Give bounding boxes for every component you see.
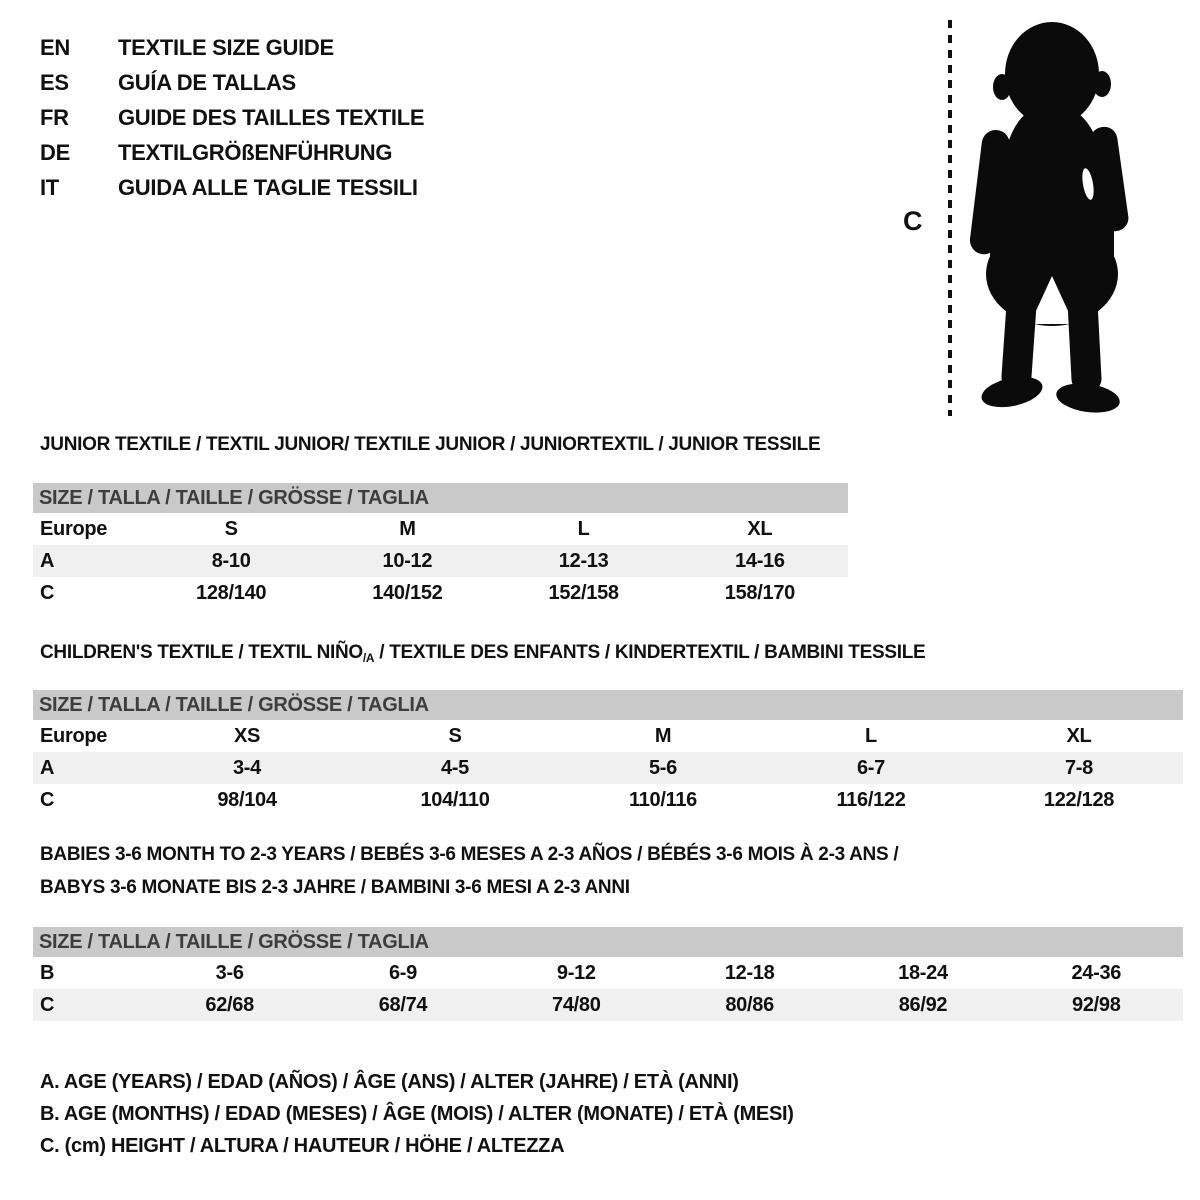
table-cell: 80/86 xyxy=(725,993,774,1016)
table-cell: 6-9 xyxy=(388,961,417,984)
table-cell: 3-4 xyxy=(232,756,261,779)
height-measure-dashed-line xyxy=(948,20,952,416)
children-title-pre: CHILDREN'S TEXTILE / TEXTIL NIÑO xyxy=(40,642,363,663)
table-cell: 6-7 xyxy=(856,756,885,779)
table-cell: 8-10 xyxy=(211,549,251,572)
footnote-height-cm: C. (cm) HEIGHT / ALTURA / HAUTEUR / HÖHE / ALTEZZA xyxy=(40,1135,565,1157)
table-row xyxy=(33,545,848,577)
table-cell: 128/140 xyxy=(196,581,267,604)
babies-size-header-bar: SIZE / TALLA / TAILLE / GRÖSSE / TAGLIA xyxy=(33,927,1183,957)
junior-size-header-bar: SIZE / TALLA / TAILLE / GRÖSSE / TAGLIA xyxy=(33,483,848,513)
table-cell: XS xyxy=(233,724,261,747)
table-cell: 158/170 xyxy=(724,581,795,604)
row-label: Europe xyxy=(40,724,108,747)
language-code: DE xyxy=(40,139,70,165)
row-label: B xyxy=(40,961,55,984)
table-cell: L xyxy=(865,724,877,747)
table-cell: 4-5 xyxy=(440,756,469,779)
language-title-row xyxy=(40,65,424,100)
table-cell: 3-6 xyxy=(215,961,244,984)
table-cell: M xyxy=(654,724,672,747)
table-cell: 104/110 xyxy=(420,788,490,811)
table-cell: 5-6 xyxy=(648,756,677,779)
babies-size-table xyxy=(33,957,1183,1021)
row-label: A xyxy=(40,549,55,572)
table-cell: L xyxy=(577,517,590,540)
table-cell: 140/152 xyxy=(372,581,443,604)
language-title-row xyxy=(40,100,424,135)
table-cell: 14-16 xyxy=(735,549,785,572)
table-cell: 10-12 xyxy=(382,549,433,572)
table-cell: XL xyxy=(747,517,773,540)
row-label: A xyxy=(40,756,55,779)
legend-footnotes xyxy=(40,1066,794,1162)
table-cell: 98/104 xyxy=(217,788,277,811)
row-label: C xyxy=(40,581,55,604)
language-code: ES xyxy=(40,69,69,95)
table-cell: 116/122 xyxy=(836,788,906,811)
children-size-table xyxy=(33,720,1183,816)
language-title-row xyxy=(40,30,424,65)
table-cell: XL xyxy=(1066,724,1092,747)
children-title-post: / TEXTILE DES ENFANTS / KINDERTEXTIL / BAMBINI TESSILE xyxy=(374,642,926,663)
row-label: Europe xyxy=(40,517,108,540)
guide-title: TEXTILGRÖßENFÜHRUNG xyxy=(118,139,393,165)
table-cell: 7-8 xyxy=(1064,756,1093,779)
language-title-row xyxy=(40,135,424,170)
babies-section-title xyxy=(40,838,898,904)
language-code: EN xyxy=(40,34,70,60)
table-cell: 152/158 xyxy=(548,581,619,604)
table-cell: 18-24 xyxy=(898,961,948,984)
guide-title: GUIDA ALLE TAGLIE TESSILI xyxy=(118,174,418,200)
language-title-list xyxy=(40,30,424,205)
toddler-silhouette-icon xyxy=(960,12,1150,422)
table-cell: 122/128 xyxy=(1043,788,1115,811)
children-section-title xyxy=(40,642,925,665)
footnote-age-years: A. AGE (YEARS) / EDAD (AÑOS) / ÂGE (ANS) / ALTER (JAHRE) / ETÀ (ANNI) xyxy=(40,1071,739,1093)
table-cell: S xyxy=(448,724,462,747)
table-row xyxy=(33,752,1183,784)
height-measure-label: C xyxy=(903,206,923,236)
junior-size-table xyxy=(33,513,848,609)
children-title-subscript: /A xyxy=(362,651,375,665)
guide-title: GUÍA DE TALLAS xyxy=(118,69,296,95)
table-cell: 24-36 xyxy=(1071,961,1122,984)
table-cell: 110/116 xyxy=(629,788,697,811)
table-row xyxy=(33,577,848,609)
language-code: IT xyxy=(40,174,59,200)
table-cell: 12-18 xyxy=(724,961,775,984)
table-cell: 74/80 xyxy=(552,993,601,1016)
table-row xyxy=(33,784,1183,816)
size-header-row xyxy=(33,513,848,545)
babies-title-line-2: BABYS 3-6 MONATE BIS 2-3 JAHRE / BAMBINI 3-6 MESI A 2-3 ANNI xyxy=(40,877,630,898)
table-cell: 62/68 xyxy=(205,993,254,1016)
guide-title: GUIDE DES TAILLES TEXTILE xyxy=(118,104,425,130)
table-row xyxy=(33,957,1183,989)
language-code: FR xyxy=(40,104,69,130)
row-label: C xyxy=(40,993,55,1016)
table-cell: S xyxy=(224,517,238,540)
row-label: C xyxy=(40,788,55,811)
table-cell: 12-13 xyxy=(558,549,609,572)
junior-section-title: JUNIOR TEXTILE / TEXTIL JUNIOR/ TEXTILE JUNIOR / JUNIORTEXTIL / JUNIOR TESSILE xyxy=(40,434,821,455)
table-row xyxy=(33,989,1183,1021)
table-cell: 9-12 xyxy=(556,961,596,984)
footnote-age-months: B. AGE (MONTHS) / EDAD (MESES) / ÂGE (MOIS) / ALTER (MONATE) / ETÀ (MESI) xyxy=(40,1103,794,1125)
children-size-header-bar: SIZE / TALLA / TAILLE / GRÖSSE / TAGLIA xyxy=(33,690,1183,720)
language-title-row xyxy=(40,170,424,205)
table-cell: 68/74 xyxy=(378,993,428,1016)
guide-title: TEXTILE SIZE GUIDE xyxy=(118,34,334,60)
size-header-row xyxy=(33,720,1183,752)
table-cell: 92/98 xyxy=(1072,993,1121,1016)
babies-title-line-1: BABIES 3-6 MONTH TO 2-3 YEARS / BEBÉS 3-6 MESES A 2-3 AÑOS / BÉBÉS 3-6 MOIS À 2-3 ANS / xyxy=(40,844,899,865)
table-cell: 86/92 xyxy=(898,993,948,1016)
table-cell: M xyxy=(399,517,416,540)
